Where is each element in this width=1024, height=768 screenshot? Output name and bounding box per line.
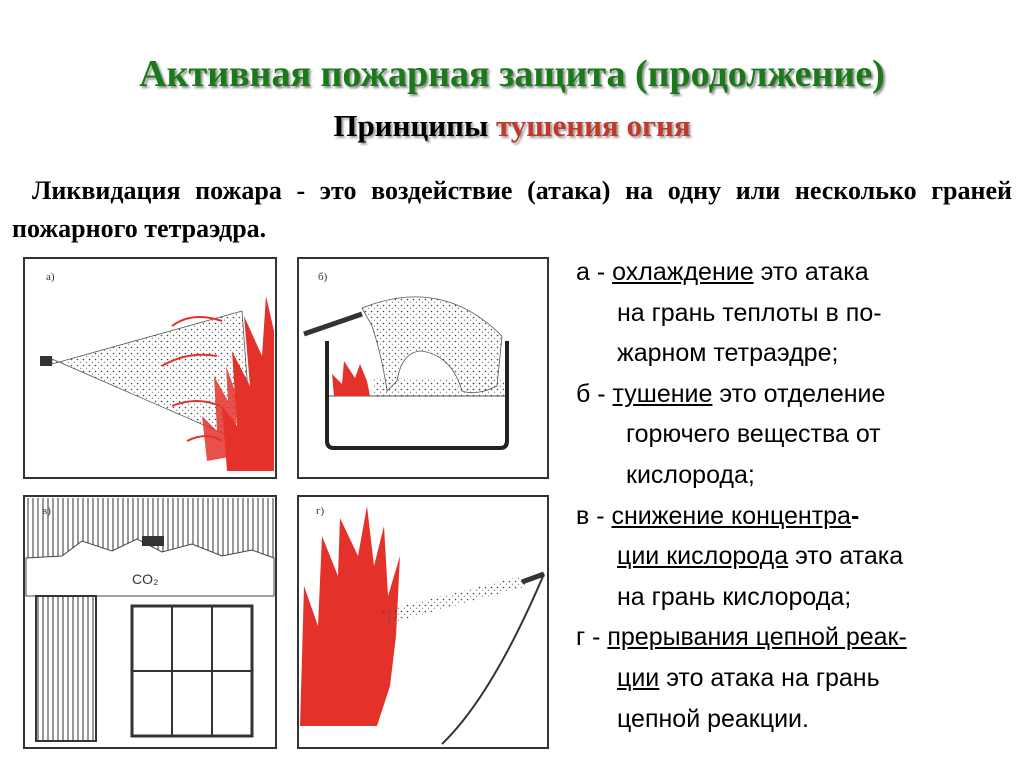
principle-g-letter: г - [576, 623, 608, 652]
panel-b [298, 258, 548, 478]
panel-b-frame [298, 258, 548, 478]
principle-b-rest: это отделение [712, 379, 886, 408]
panel-v-door [36, 596, 96, 741]
principle-g-cont-rest: это атака на грань [659, 663, 880, 692]
principle-v-line-3: на грань кислорода; [617, 582, 852, 611]
principle-a-term: охлаждение [612, 258, 754, 286]
principle-v-cont-term: ции кислорода [617, 542, 789, 571]
principle-v-cont-rest: это атака [788, 542, 904, 571]
panel-v-nozzle [142, 536, 164, 546]
principle-a-line-1 [576, 252, 1016, 293]
panel-g [298, 496, 548, 748]
principles-list [576, 252, 1016, 739]
slide-subtitle [0, 108, 1024, 144]
principle-a-letter: а - [576, 258, 613, 286]
principle-b-line-3: кислорода; [626, 460, 755, 489]
principle-a-line-2: на грань теплоты в по- [617, 298, 882, 327]
intro-text: Ликвидация пожара - это воздействие (атака) на одну или несколько граней пожарного тетраэдра. [12, 176, 1012, 243]
principle-v-term-suffix: - [850, 501, 860, 530]
principle-b-line-2: горючего вещества от [626, 420, 881, 449]
intro-paragraph [12, 172, 1012, 248]
principle-b-term: тушение [612, 379, 713, 408]
panel-a-label: а) [46, 271, 55, 283]
principle-v-letter: в - [576, 501, 612, 530]
principle-g-cont-term: ции [617, 663, 660, 692]
subtitle-plain: Принципы [333, 108, 496, 143]
principle-g-line-3: цепной реакции. [617, 704, 809, 733]
principle-g-term: прерывания цепной реак- [607, 623, 907, 652]
panel-v-gas-label: CO₂ [132, 571, 159, 587]
panel-a [24, 258, 276, 478]
principle-g-line-1 [576, 617, 1016, 658]
extinguishing-illustration [22, 256, 552, 756]
panel-a-nozzle [40, 356, 52, 366]
principle-b-line-1 [576, 374, 1016, 415]
panel-v [24, 496, 276, 748]
principle-b-letter: б - [576, 379, 613, 408]
principle-v-line-2 [576, 536, 1016, 577]
principle-g-line-2 [576, 658, 1016, 699]
illustration-svg [22, 256, 552, 756]
panel-g-label: г) [316, 505, 325, 517]
principle-v-line-1 [576, 496, 1016, 537]
principle-v-term: снижение концентра [611, 501, 851, 530]
panel-b-foam-layer [374, 378, 504, 396]
panel-b-label: б) [318, 271, 328, 283]
subtitle-accent: тушения огня [495, 108, 691, 143]
slide-title: Активная пожарная защита (продолжение) [139, 53, 885, 95]
principle-a-line-3: жарном тетраэдре; [617, 339, 839, 368]
principle-a-rest: это атака [753, 258, 869, 286]
